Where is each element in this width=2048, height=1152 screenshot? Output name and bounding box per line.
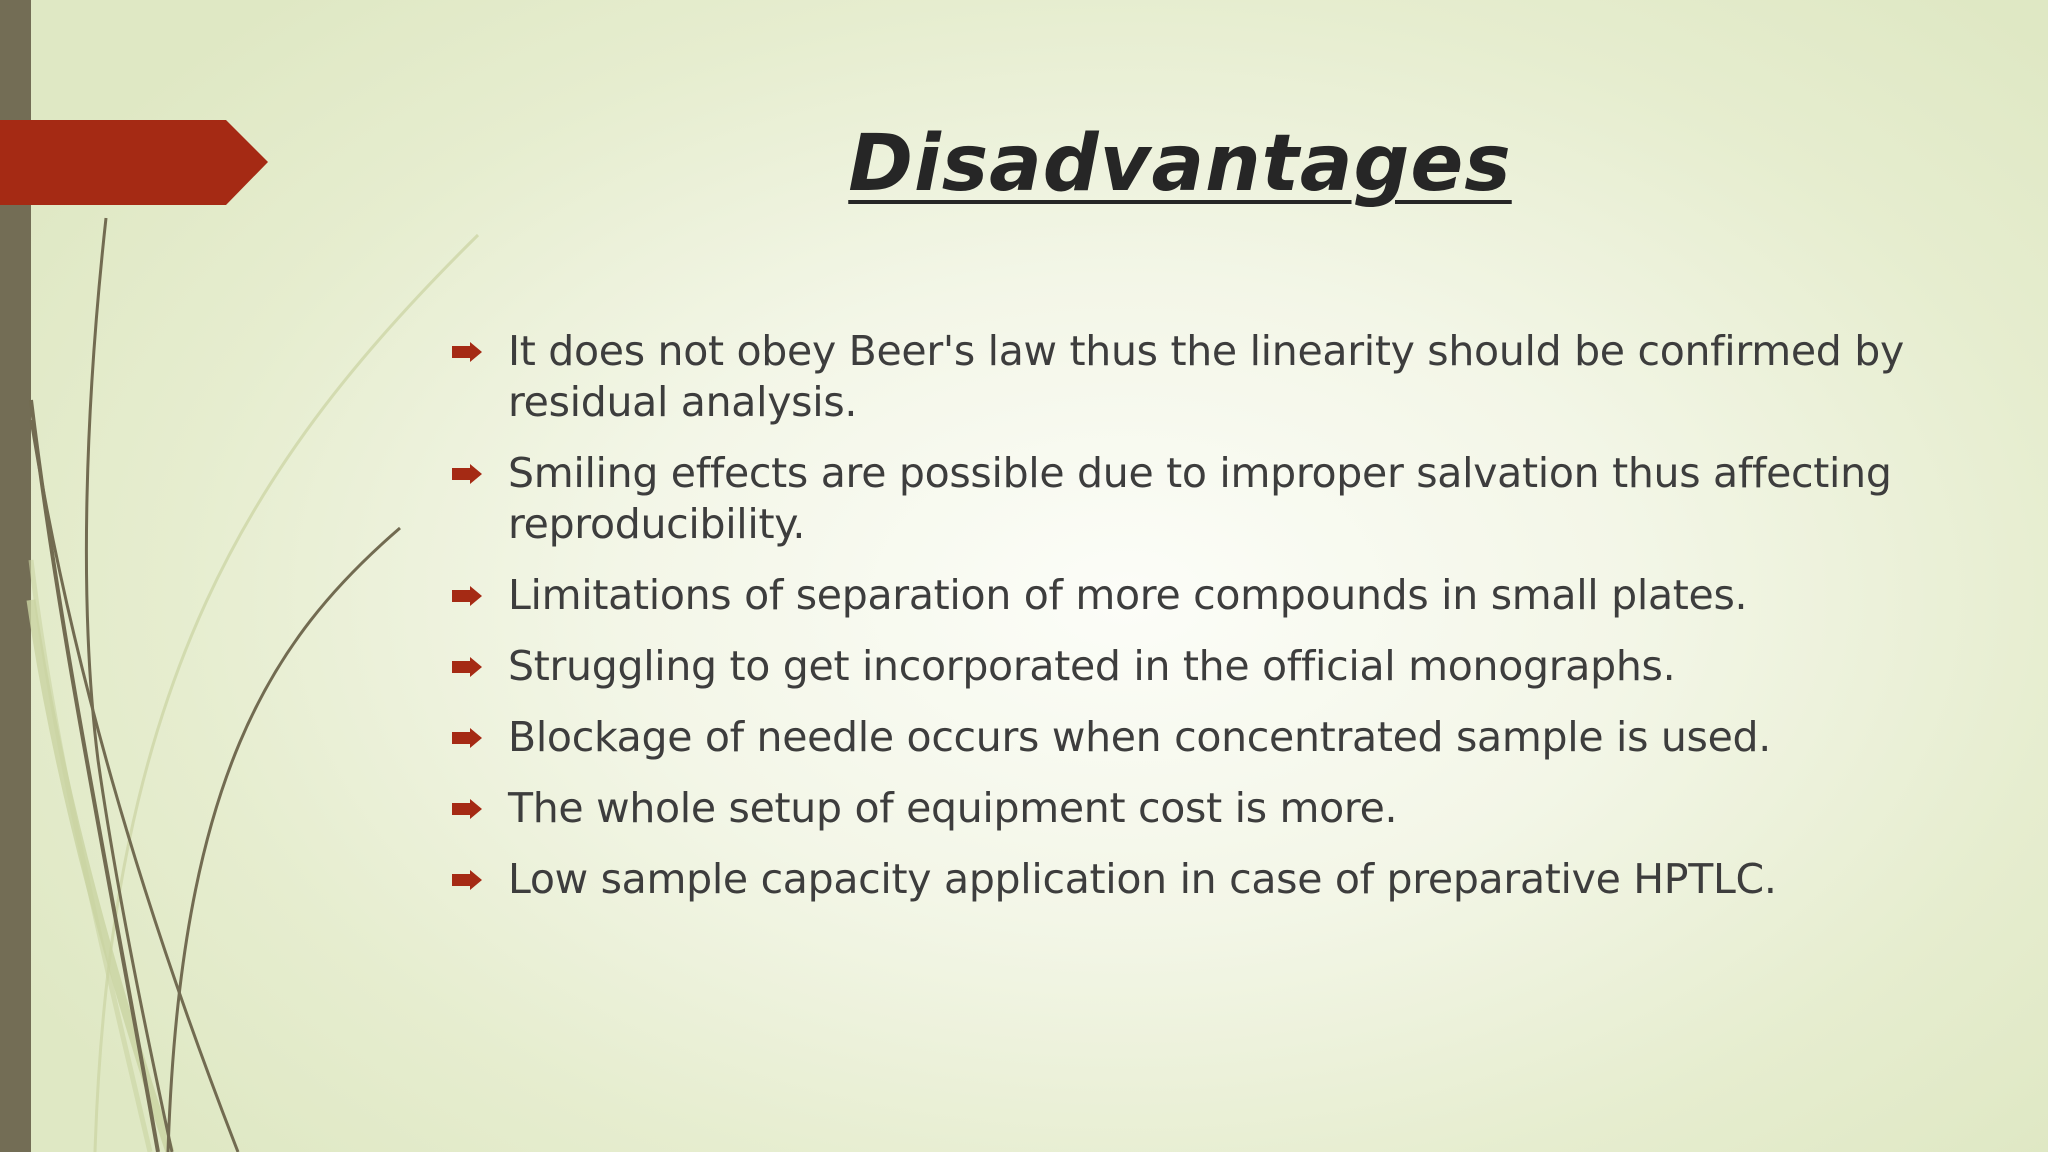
arrow-right-icon <box>452 870 482 890</box>
bullet-text: It does not obey Beer's law thus the linearity should be confirmed by residual analysis. <box>508 327 1904 426</box>
bullet-text: Limitations of separation of more compounds in small plates. <box>508 571 1748 619</box>
bullet-text: Smiling effects are possible due to improper salvation thus affecting reproducibility. <box>508 449 1892 548</box>
list-item <box>450 326 1920 428</box>
arrow-right-icon <box>452 728 482 748</box>
bullet-text: Low sample capacity application in case of preparative HPTLC. <box>508 855 1777 903</box>
arrow-right-icon <box>452 586 482 606</box>
title-tab-arrow <box>0 120 268 205</box>
arrow-right-icon <box>452 799 482 819</box>
bullet-list <box>450 326 1920 925</box>
bullet-text: The whole setup of equipment cost is more. <box>508 784 1398 832</box>
list-item <box>450 712 1920 763</box>
list-item <box>450 641 1920 692</box>
list-item <box>450 570 1920 621</box>
list-item <box>450 448 1920 550</box>
arrow-right-icon <box>452 464 482 484</box>
slide-title: Disadvantages <box>848 119 1512 209</box>
bullet-text: Blockage of needle occurs when concentrated sample is used. <box>508 713 1771 761</box>
bullet-text: Struggling to get incorporated in the official monographs. <box>508 642 1676 690</box>
arrow-right-icon <box>452 342 482 362</box>
list-item <box>450 783 1920 834</box>
arrow-right-icon <box>452 657 482 677</box>
list-item <box>450 854 1920 905</box>
